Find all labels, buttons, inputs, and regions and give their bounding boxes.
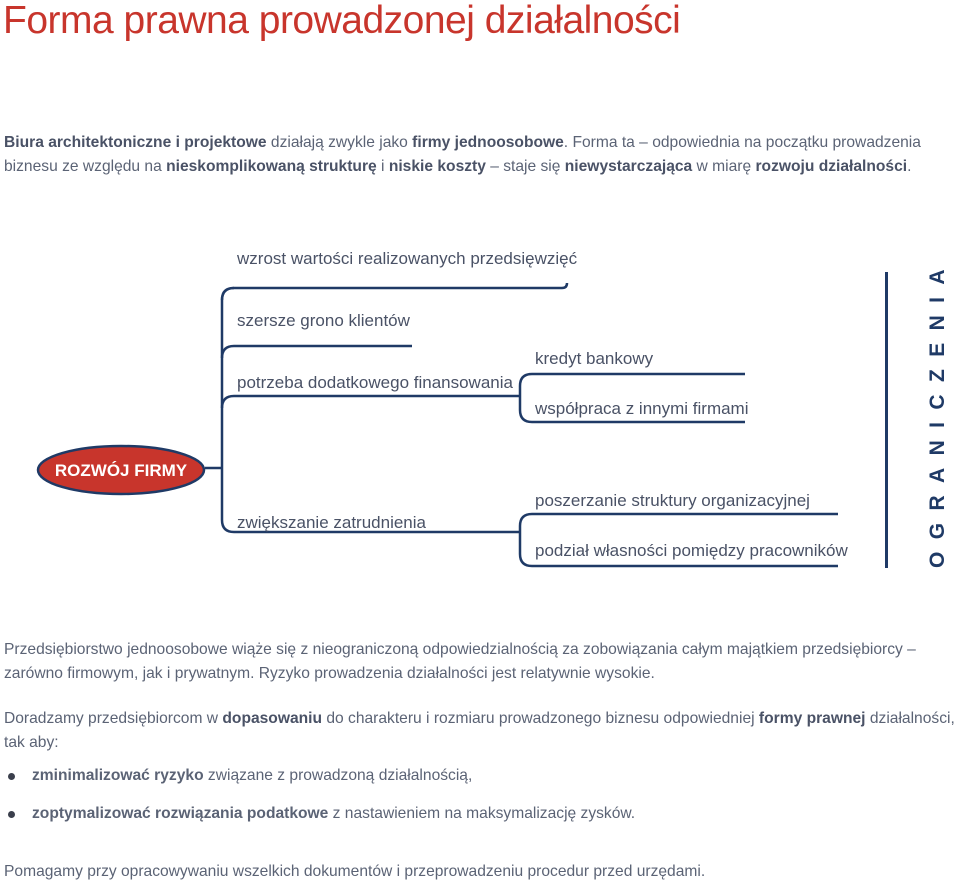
financing-cooperation: współpraca z innymi firmami xyxy=(535,399,749,418)
advice-paragraph: Doradzamy przedsiębiorcom w dopasowaniu do charakteru i rozmiaru prowadzonego biznesu odpowiedniej formy prawnej działalności, tak aby: xyxy=(4,710,955,751)
bullet-icon xyxy=(8,811,15,818)
list-item: zoptymalizować rozwiązania podatkowe z nastawieniem na maksymalizację zysków. xyxy=(0,802,955,826)
page-title: Forma prawna prowadzonej działalności xyxy=(3,0,681,42)
connector-clients xyxy=(222,346,412,358)
branch-employment: zwiększanie zatrudnienia xyxy=(237,513,426,532)
employment-ownership: podział własności pomiędzy pracowników xyxy=(535,541,848,560)
limitations-bar xyxy=(885,257,949,568)
growth-diagram xyxy=(0,230,880,580)
root-label: ROZWÓJ FIRMY xyxy=(54,461,188,480)
branch-financing: potrzeba dodatkowego finansowania xyxy=(237,373,513,392)
connector-main xyxy=(222,288,234,532)
employment-structure: poszerzanie struktury organizacyjnej xyxy=(535,491,810,510)
financing-bank-loan: kredyt bankowy xyxy=(535,349,654,368)
connector-emp-a xyxy=(520,514,838,532)
branch-value-growth: wzrost wartości realizowanych przedsięwzięć xyxy=(237,249,578,268)
intro-paragraph: Biura architektoniczne i projektowe działają zwykle jako firmy jednoosobowe. Forma ta – odpowiednia na początku prowadzenia biznesu ze względu na nieskomplikowaną strukturę i niskie koszty – staje się niewystarczająca w miarę rozwoju działalności. xyxy=(4,134,921,175)
root-node xyxy=(38,446,204,494)
liability-paragraph: Przedsiębiorstwo jednoosobowe wiąże się z nieograniczoną odpowiedzialnością za zobowiązania całym majątkiem przedsiębiorcy – zarówno firmowym, jak i prywatnym. Ryzyko prowadzenia działalności jest relatywnie wysokie. xyxy=(4,641,916,682)
connector-trunk xyxy=(222,283,567,300)
branch-clients: szersze grono klientów xyxy=(237,311,410,330)
bullet-icon xyxy=(8,773,15,780)
closing-paragraph: Pomagamy przy opracowywaniu wszelkich dokumentów i przeprowadzeniu procedur przed urzędami. xyxy=(4,863,706,880)
limitations-label: OGRANICZENIA xyxy=(926,257,949,568)
connector-fin-a xyxy=(520,374,745,396)
list-item: zminimalizować ryzyko związane z prowadzoną działalnością, xyxy=(0,764,955,788)
goals-list xyxy=(0,764,955,840)
connector-financing xyxy=(222,396,505,408)
